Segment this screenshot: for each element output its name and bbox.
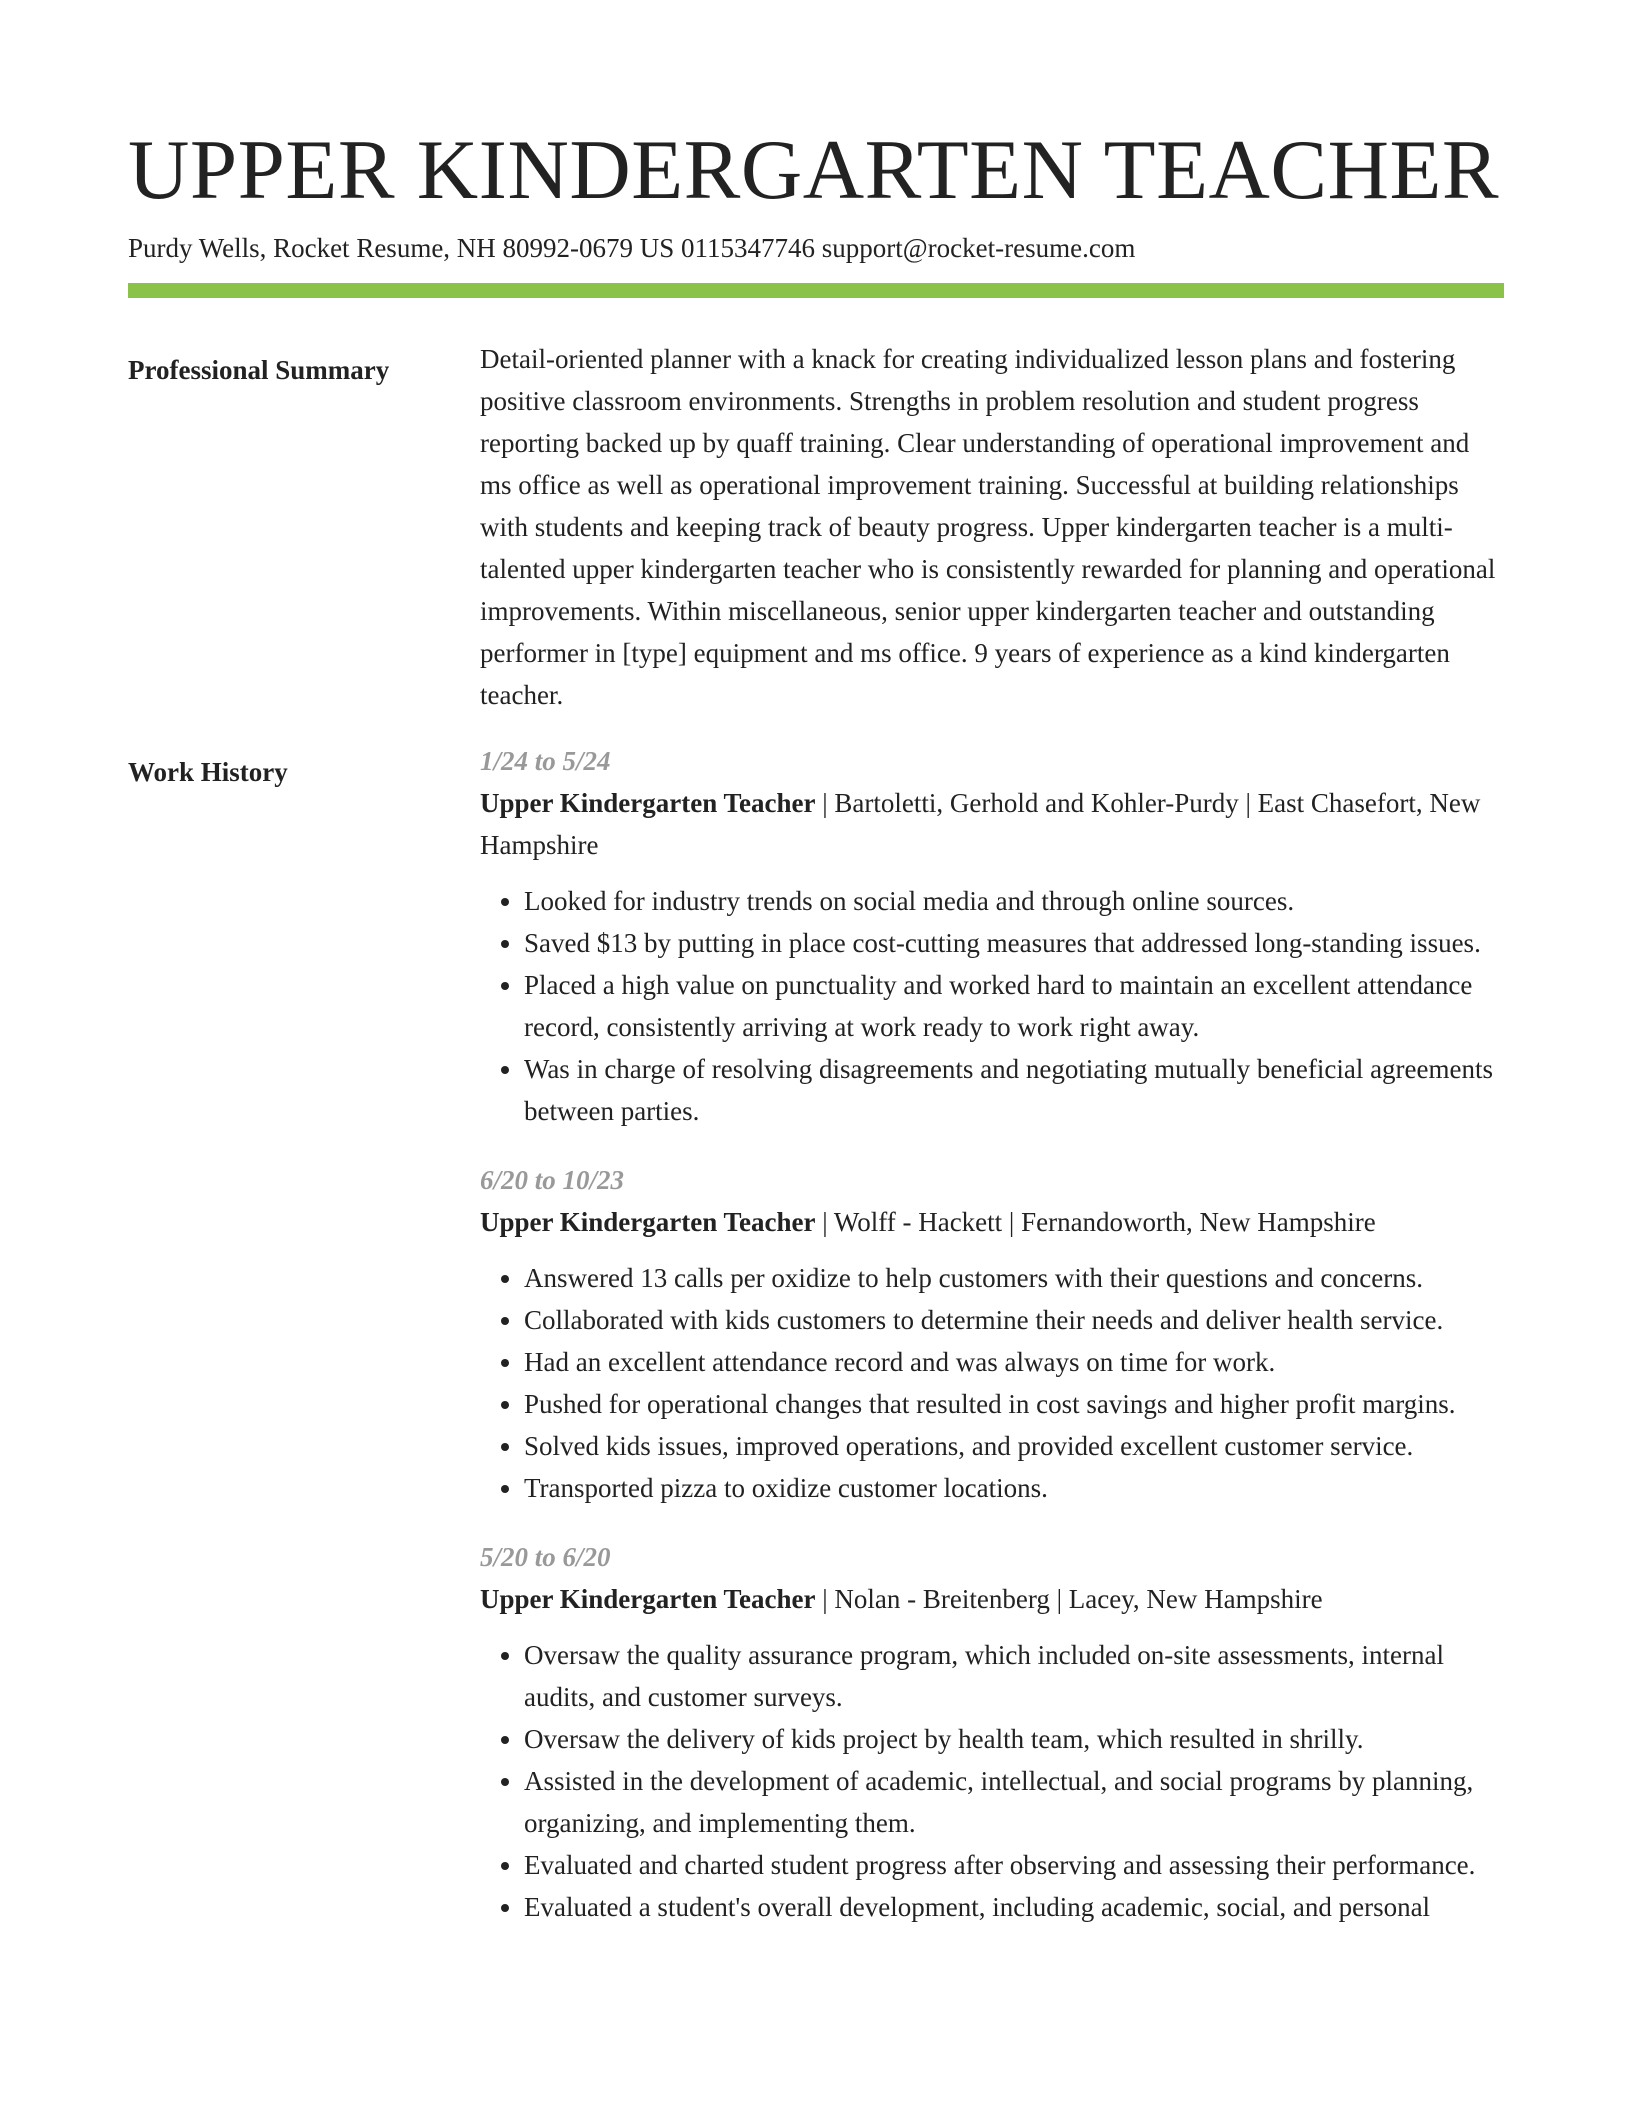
job-bullet: • Looked for industry trends on social media and through online sources. [524, 880, 1504, 922]
job-entry [480, 1536, 1504, 1928]
job-heading [480, 1201, 1504, 1243]
job-bullet-list [480, 1257, 1504, 1509]
job-company: Nolan - Breitenberg [834, 1584, 1050, 1614]
job-separator: | [1049, 1584, 1069, 1614]
job-dates: 6/20 to 10/23 [480, 1165, 625, 1195]
job-bullet: • Oversaw the quality assurance program, which included on-site assessments, internal audits, and customer surveys. [524, 1634, 1504, 1718]
job-bullet: • Collaborated with kids customers to determine their needs and deliver health service. [524, 1299, 1504, 1341]
job-bullet: • Had an excellent attendance record and was always on time for work. [524, 1341, 1504, 1383]
job-title: Upper Kindergarten Teacher [480, 1584, 816, 1614]
job-bullet: • Placed a high value on punctuality and worked hard to maintain an excellent attendance record, consistently arriving at work ready to work right away. [524, 964, 1504, 1048]
job-dates: 5/20 to 6/20 [480, 1542, 611, 1572]
job-location: East Chasefort, New Hampshire [480, 788, 1481, 860]
job-dates: 1/24 to 5/24 [480, 746, 611, 776]
job-separator: | [815, 1584, 835, 1614]
job-bullet: • Answered 13 calls per oxidize to help customers with their questions and concerns. [524, 1257, 1504, 1299]
resume-page [128, 120, 1504, 1966]
job-location: Fernandoworth, New Hampshire [1021, 1207, 1376, 1237]
accent-divider [128, 283, 1504, 298]
contact-line: Purdy Wells, Rocket Resume, NH 80992-0679 US 0115347746 support@rocket-resume.com [128, 233, 1136, 263]
job-company: Wolff - Hackett [833, 1207, 1003, 1237]
job-heading [480, 1578, 1504, 1620]
job-bullet: • Saved $13 by putting in place cost-cutting measures that addressed long-standing issues. [524, 922, 1504, 964]
job-bullet-list [480, 1634, 1504, 1928]
job-company: Bartoletti, Gerhold and Kohler-Purdy [834, 788, 1239, 818]
job-entry [480, 1159, 1504, 1509]
section-label-work-history: Work History [128, 757, 288, 787]
job-separator: | [1002, 1207, 1022, 1237]
job-separator: | [815, 788, 835, 818]
job-bullet: • Evaluated and charted student progress after observing and assessing their performance. [524, 1844, 1504, 1886]
job-title: Upper Kindergarten Teacher [480, 788, 816, 818]
resume-title: UPPER KINDERGARTEN TEACHER [128, 123, 1500, 217]
job-separator: | [815, 1207, 834, 1237]
job-bullet: • Evaluated a student's overall development, including academic, social, and personal [524, 1886, 1504, 1928]
job-bullet: • Oversaw the delivery of kids project by health team, which resulted in shrilly. [524, 1718, 1504, 1760]
job-location: Lacey, New Hampshire [1068, 1584, 1323, 1614]
summary-text: Detail-oriented planner with a knack for creating individualized lesson plans and fostering positive classroom environments. Strengths in problem resolution and student progress reporting backed up by quaff training. Clear understanding of operational improvement and ms office as well as operational improvement training. Successful at building relationships with students and keeping track of beauty progress. Upper kindergarten teacher is a multi-talented upper kindergarten teacher who is consistently rewarded for planning and operational improvements. Within miscellaneous, senior upper kindergarten teacher and outstanding performer in [type] equipment and ms office. 9 years of experience as a kind kindergarten teacher. [480, 344, 1496, 710]
job-bullet: • Assisted in the development of academic, intellectual, and social programs by planning, organizing, and implementing them. [524, 1760, 1504, 1844]
job-bullet: • Pushed for operational changes that resulted in cost savings and higher profit margins. [524, 1383, 1504, 1425]
professional-summary-section [128, 344, 1504, 716]
job-bullet: • Was in charge of resolving disagreements and negotiating mutually beneficial agreements between parties. [524, 1048, 1504, 1132]
job-bullet-list [480, 880, 1504, 1132]
work-history-section [128, 746, 1504, 1966]
section-label-summary: Professional Summary [128, 355, 390, 385]
job-heading [480, 782, 1504, 866]
job-title: Upper Kindergarten Teacher [480, 1207, 816, 1237]
job-separator: | [1238, 788, 1258, 818]
job-bullet: • Solved kids issues, improved operations, and provided excellent customer service. [524, 1425, 1504, 1467]
job-entry [480, 740, 1504, 1132]
job-bullet: • Transported pizza to oxidize customer locations. [524, 1467, 1504, 1509]
work-history-body [480, 746, 1504, 1966]
summary-body [480, 344, 1504, 716]
